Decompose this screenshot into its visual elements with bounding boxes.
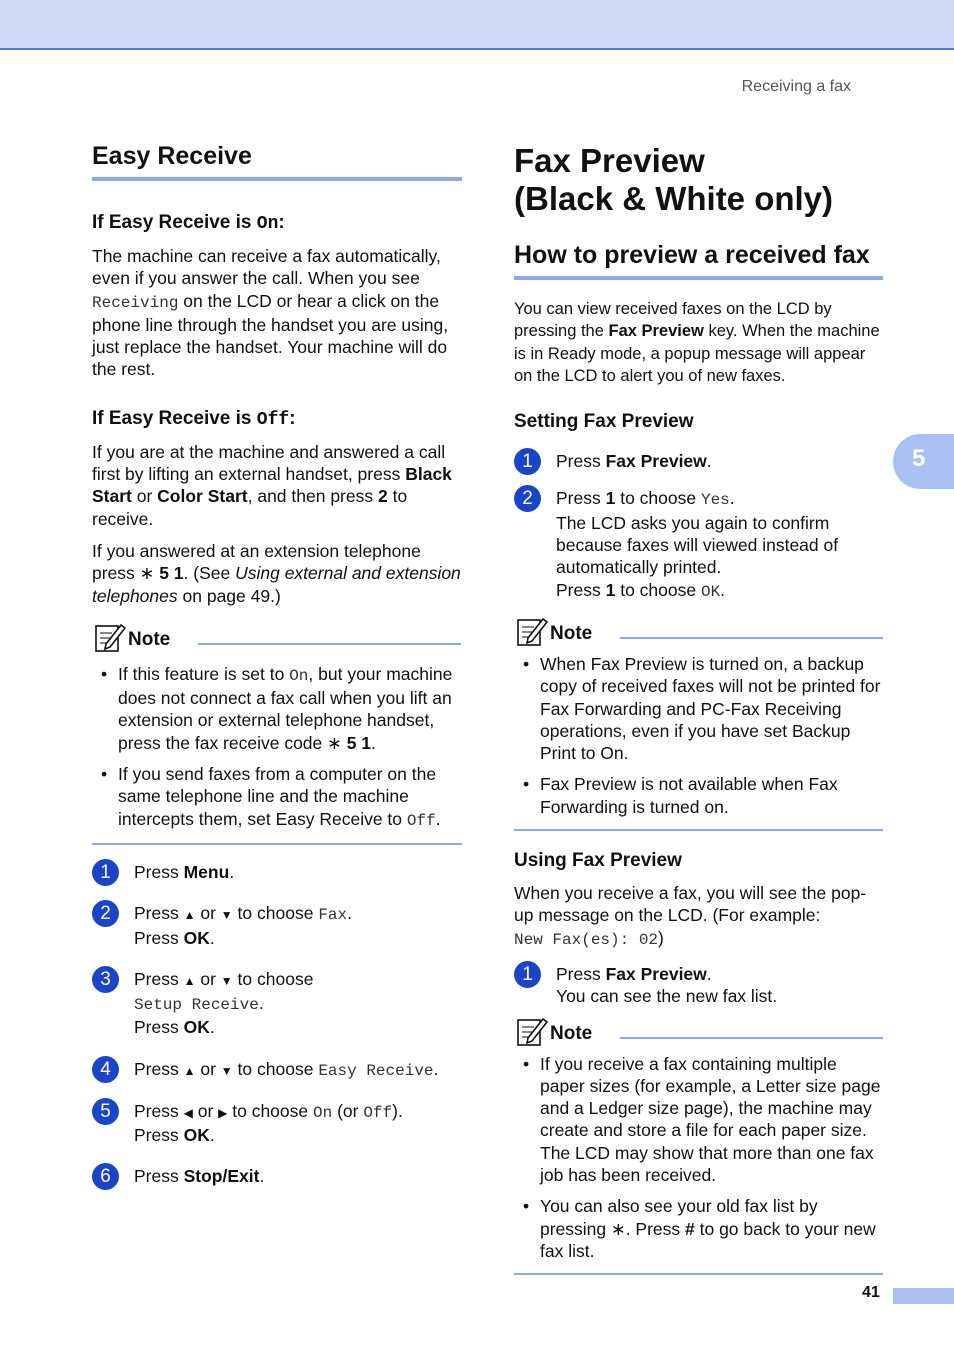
left-arrow-icon: ◀ <box>183 1106 193 1121</box>
step-number-badge: 5 <box>92 1098 119 1125</box>
step-5: 5 Press ◀ or ▶ to choose On (or Off). Press OK. <box>92 1100 462 1147</box>
paragraph-easy-receive-on: The machine can receive a fax automatically, even if you answer the call. When you see Receiving on the LCD or hear a click on the phone line through the handset you are using, just replace the handset. Your machine will do the rest. <box>92 246 449 380</box>
subheading-using-fax-preview: Using Fax Preview <box>514 850 682 872</box>
chapter-tab <box>893 434 954 489</box>
step-number-badge: 2 <box>514 485 541 512</box>
page-number: 41 <box>862 1284 880 1301</box>
down-arrow-icon: ▼ <box>220 973 233 988</box>
note-list <box>514 1053 883 1263</box>
running-head: Receiving a fax <box>741 78 851 95</box>
up-arrow-icon: ▲ <box>183 973 196 988</box>
paragraph-preview-intro: You can view received faxes on the LCD by pressing the Fax Preview key. When the machine is in Ready mode, a popup message will appear on the LCD to alert you of new faxes. <box>514 300 880 385</box>
page-number-bar <box>893 1288 954 1304</box>
note-end-rule <box>92 843 462 845</box>
using-step-1: 1 Press Fax Preview. You can see the new fax list. <box>514 963 883 1008</box>
chapter-title: Fax Preview (Black & White only) <box>514 142 834 217</box>
note-pencil-icon <box>516 1015 548 1047</box>
section-title-preview: How to preview a received fax <box>514 241 883 280</box>
list-item: • Fax Preview is not available when Fax Forwarding is turned on. <box>514 773 883 818</box>
note-header <box>92 621 462 657</box>
step-number-badge: 6 <box>92 1163 119 1190</box>
note-pencil-icon <box>516 615 548 647</box>
list-item: • If you receive a fax containing multiple paper sizes (for example, a Letter size page and a Ledger size page), the machine may create and store a file for each paper size. The LCD may show that more than one fax job has been received. <box>514 1053 883 1187</box>
up-arrow-icon: ▲ <box>183 1063 196 1078</box>
step-number-badge: 3 <box>92 966 119 993</box>
note-title: Note <box>550 622 593 644</box>
subheading-easy-receive-on: If Easy Receive is On: <box>92 212 285 234</box>
step-4: 4 Press ▲ or ▼ to choose Easy Receive. <box>92 1058 462 1082</box>
list-item: • If this feature is set to On, but your machine does not connect a fax call when you lift an extension or external telephone handset, press the fax receive code ∗ 5 1. <box>92 663 462 754</box>
subheading-easy-receive-off: If Easy Receive is Off: <box>92 407 296 430</box>
note-list <box>92 663 462 832</box>
note-rule <box>198 643 461 645</box>
note-end-rule <box>514 1273 883 1275</box>
note-pencil-icon <box>94 621 126 653</box>
note-header <box>514 615 883 651</box>
step-number-badge: 4 <box>92 1056 119 1083</box>
step-number-badge: 1 <box>514 448 541 475</box>
section-title-easy-receive: Easy Receive <box>92 142 462 181</box>
note-list <box>514 653 883 818</box>
list-item: • You can also see your old fax list by pressing ∗. Press # to go back to your new fax list. <box>514 1195 883 1262</box>
step-number-badge: 1 <box>92 859 119 886</box>
right-arrow-icon: ▶ <box>218 1106 228 1121</box>
right-column <box>514 142 883 1275</box>
note-title: Note <box>128 628 171 650</box>
paragraph-using-fax-preview: When you receive a fax, you will see the pop-up message on the LCD. (For example: New Fax(es): 02) <box>514 883 867 949</box>
step-6: 6 Press Stop/Exit. <box>92 1165 462 1187</box>
note-title: Note <box>550 1022 593 1044</box>
top-banner <box>0 0 954 50</box>
note-rule <box>620 1037 883 1039</box>
step-3: 3 Press ▲ or ▼ to choose Setup Receive. Press OK. <box>92 968 462 1039</box>
step-number-badge: 2 <box>92 900 119 927</box>
subheading-setting-fax-preview: Setting Fax Preview <box>514 411 694 433</box>
step-2: 2 Press ▲ or ▼ to choose Fax. Press OK. <box>92 902 462 949</box>
note-header <box>514 1015 883 1051</box>
setting-step-2: 2 Press 1 to choose Yes. The LCD asks you again to confirm because faxes will viewed instead of automatically printed. Press 1 to choose OK. <box>514 487 883 602</box>
left-column <box>92 142 462 1187</box>
down-arrow-icon: ▼ <box>220 908 233 923</box>
down-arrow-icon: ▼ <box>220 1063 233 1078</box>
step-number-badge: 1 <box>514 961 541 988</box>
paragraph-easy-receive-off: If you are at the machine and answered a call first by lifting an external handset, press Black Start or Color Start, and then press 2 to receive. <box>92 441 452 529</box>
note-rule <box>620 637 883 639</box>
note-end-rule <box>514 829 883 831</box>
chapter-number: 5 <box>912 445 926 472</box>
paragraph-extension-telephone: If you answered at an extension telephone press ∗ 5 1. (See Using external and extension telephones on page 49.) <box>92 540 461 606</box>
setting-step-1: 1 Press Fax Preview. <box>514 450 883 472</box>
step-1: 1 Press Menu. <box>92 861 462 883</box>
up-arrow-icon: ▲ <box>183 908 196 923</box>
list-item: • If you send faxes from a computer on the same telephone line and the machine intercepts them, set Easy Receive to Off. <box>92 763 462 832</box>
list-item: • When Fax Preview is turned on, a backup copy of received faxes will not be printed for Fax Forwarding and PC-Fax Receiving operations, even if you have set Backup Print to On. <box>514 653 883 764</box>
